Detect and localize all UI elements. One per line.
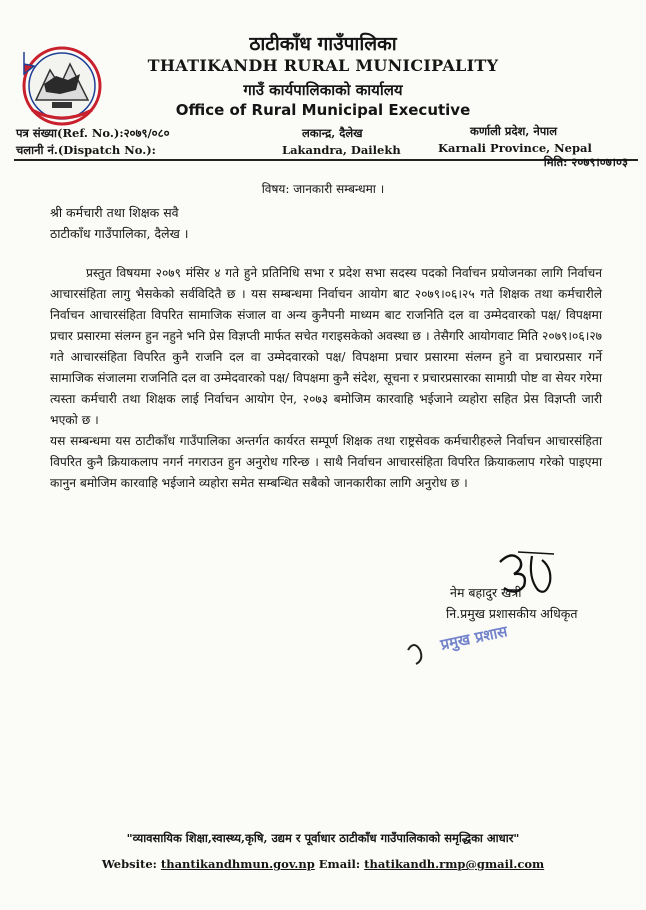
nepal-emblem-icon: [16, 40, 108, 128]
municipality-name-np: ठाटीकाँध गाउँपालिका: [249, 33, 397, 55]
signatory-title: नि.प्रमुख प्रशासकीय अधिकृत: [446, 606, 578, 621]
dispatch-number: चलानी नं.(Dispatch No.):: [16, 143, 156, 157]
location-np: लकान्द्र, दैलेख: [302, 126, 363, 140]
signatory-name: नेम बहादुर खत्री: [450, 585, 522, 600]
municipality-name-en: THATIKANDH RURAL MUNICIPALITY: [147, 56, 499, 75]
body-paragraph-2: यस सम्बन्धमा यस ठाटीकाँध गाउँपालिका अन्तर्गत कार्यरत सम्पूर्ण शिक्षक तथा राष्ट्रसेवक कर्मचारीहरुले निर्वाचन आचारसंहिता विपरित कुनै क्रियाकलाप नगर्न नगराउन हुन अनुरोध गरिन्छ । साथै निर्वाचन आचारसंहिता विपरित क्रियाकलाप गरेको पाइएमा कानुन बमोजिम कारवाहि भईजाने व्यहोरा समेत सम्बन्धित सबैको जानकारीका लागि अनुरोध छ ।: [50, 434, 602, 490]
letter-date: मिति: २०७९।०७।०३: [543, 155, 628, 169]
email-label: Email:: [314, 857, 365, 871]
addressee-line-1: श्री कर्मचारी तथा शिक्षक सवै: [50, 205, 179, 220]
letter-subject: विषय: जानकारी सम्बन्धमा ।: [261, 182, 385, 196]
province-en: Karnali Province, Nepal: [438, 141, 592, 155]
reference-number: पत्र संख्या(Ref. No.):२०७९/०८०: [16, 126, 170, 140]
footer-contact: [0, 857, 646, 871]
email-link[interactable]: thatikandh.rmp@gmail.com: [364, 857, 545, 871]
addressee-line-2: ठाटीकाँध गाउँपालिका, दैलेख ।: [50, 226, 189, 241]
body-paragraph-1: प्रस्तुत विषयमा २०७९ मंसिर ४ गते हुने प्रतिनिधि सभा र प्रदेश सभा सदस्य पदको निर्वाचन प्रयोजनका लागि निर्वाचन आचारसंहिता लागु भैसकेको सर्वविदितै छ । यस सम्बन्धमा निर्वाचन आयोग बाट २०७९।०६।२५ गते शिक्षक तथा कर्मचारीले निर्वाचन आचारसंहिता विपरित सामाजिक संजाल वा अन्य कुनैपनी माध्यम बाट राजनिति दल वा उम्मेदवारको पक्ष/ विपक्षमा प्रचार प्रसारमा संलग्न हुन नहुने भनि प्रेस विज्ञप्ती मार्फत सचेत गराइसकेको अवस्था छ । तेसैगरि आयोगवाट मिति २०७९।०६।२७ गते आचारसंहिता विपरित कुनै राजनि दल वा उम्मेदवारको पक्ष/ विपक्षमा प्रचार प्रसारमा संलग्न हुने वा प्रचारप्रसार गर्ने सामाजिक संजालमा राजनिति दल वा उम्मेदवारको पक्ष/ विपक्षमा कुनै संदेश, सूचना र प्रचारप्रसारका सामाग्री पोष्ट वा सेयर गरेमा त्यस्ता कर्मचारी तथा शिक्षक लाई निर्वाचन आयोग ऐन, २०७३ बमोजिम कारवाहि भईजाने व्यहोरा सहित प्रेस विज्ञप्ती जारी भएको छ ।: [50, 266, 602, 427]
letter-body: [50, 263, 602, 494]
office-name-np: गाउँ कार्यपालिकाको कार्यालय: [243, 81, 403, 99]
stamp-text: प्रमुख प्रशास: [438, 622, 509, 654]
office-name-en: Office of Rural Municipal Executive: [175, 101, 471, 119]
location-en: Lakandra, Dailekh: [282, 143, 401, 157]
footer-slogan: "व्यावसायिक शिक्षा,स्वास्थ्य,कृषि, उद्यम र पूर्वाधार ठाटीकाँध गाउँपालिकाको समृद्धिका आधार": [126, 831, 520, 845]
website-link[interactable]: thantikandhmun.gov.np: [160, 857, 315, 871]
official-stamp: [398, 620, 538, 680]
website-label: Website:: [101, 857, 161, 871]
province-np: कर्णाली प्रदेश, नेपाल: [470, 124, 558, 138]
